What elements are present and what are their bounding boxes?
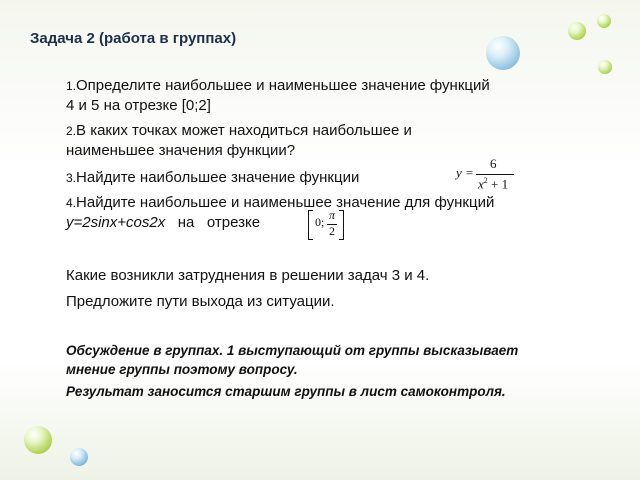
- segment-left: 0;: [315, 215, 325, 229]
- task-text: на отрезке: [177, 214, 261, 231]
- task-number: 4.: [66, 196, 77, 210]
- task-text: 4 и 5 на отрезке [0;2]: [66, 97, 211, 114]
- water-drop-decoration: [598, 60, 612, 74]
- task-item-1: [66, 76, 490, 116]
- task-text: В каких точках может находиться наибольшее и: [76, 122, 412, 139]
- segment-denominator: 2: [329, 224, 335, 238]
- task-text: Найдите наибольшее значение функции: [76, 169, 360, 186]
- task-number: 2.: [66, 124, 77, 138]
- segment-numerator: π: [329, 208, 336, 222]
- task-text: Найдите наибольшее и наименьшее значение для функций: [76, 194, 495, 211]
- discussion-text: Обсуждение в группах. 1 выступающий от группы высказывает: [66, 343, 519, 358]
- result-text: Результат заносится старшим группы в лист самоконтроля.: [66, 384, 506, 399]
- water-drop-decoration: [70, 448, 88, 466]
- water-drop-decoration: [486, 36, 520, 70]
- task-text: Определите наибольшее и наименьшее значение функций: [76, 77, 490, 94]
- formula-denominator: $x^2 + 1$: [478, 176, 509, 192]
- task-item-2: [66, 121, 412, 161]
- question-text: Какие возникли затруднения в решении задач 3 и 4.: [66, 267, 430, 284]
- task-text: наименьшее значения функции?: [66, 142, 296, 159]
- task-item-3: [66, 168, 359, 188]
- task-number: 1.: [66, 79, 77, 93]
- water-drop-decoration: [24, 426, 52, 454]
- segment-formula: [308, 208, 342, 240]
- function-expression: y=2sinx+cos2x: [66, 214, 166, 231]
- fraction-bar: [476, 174, 514, 175]
- formula-lhs: y =: [456, 165, 474, 180]
- bracket-right: [339, 210, 344, 240]
- question-text: Предложите пути выхода из ситуации.: [66, 293, 335, 310]
- discussion-text: мнение группы поэтому вопросу.: [66, 362, 298, 377]
- bracket-left: [308, 210, 313, 240]
- slide-title: Задача 2 (работа в группах): [30, 30, 237, 47]
- formula-numerator: 6: [490, 156, 497, 171]
- task-item-4: [66, 193, 494, 233]
- water-drop-decoration: [597, 14, 611, 28]
- water-drop-decoration: [568, 22, 586, 40]
- task-number: 3.: [66, 171, 77, 185]
